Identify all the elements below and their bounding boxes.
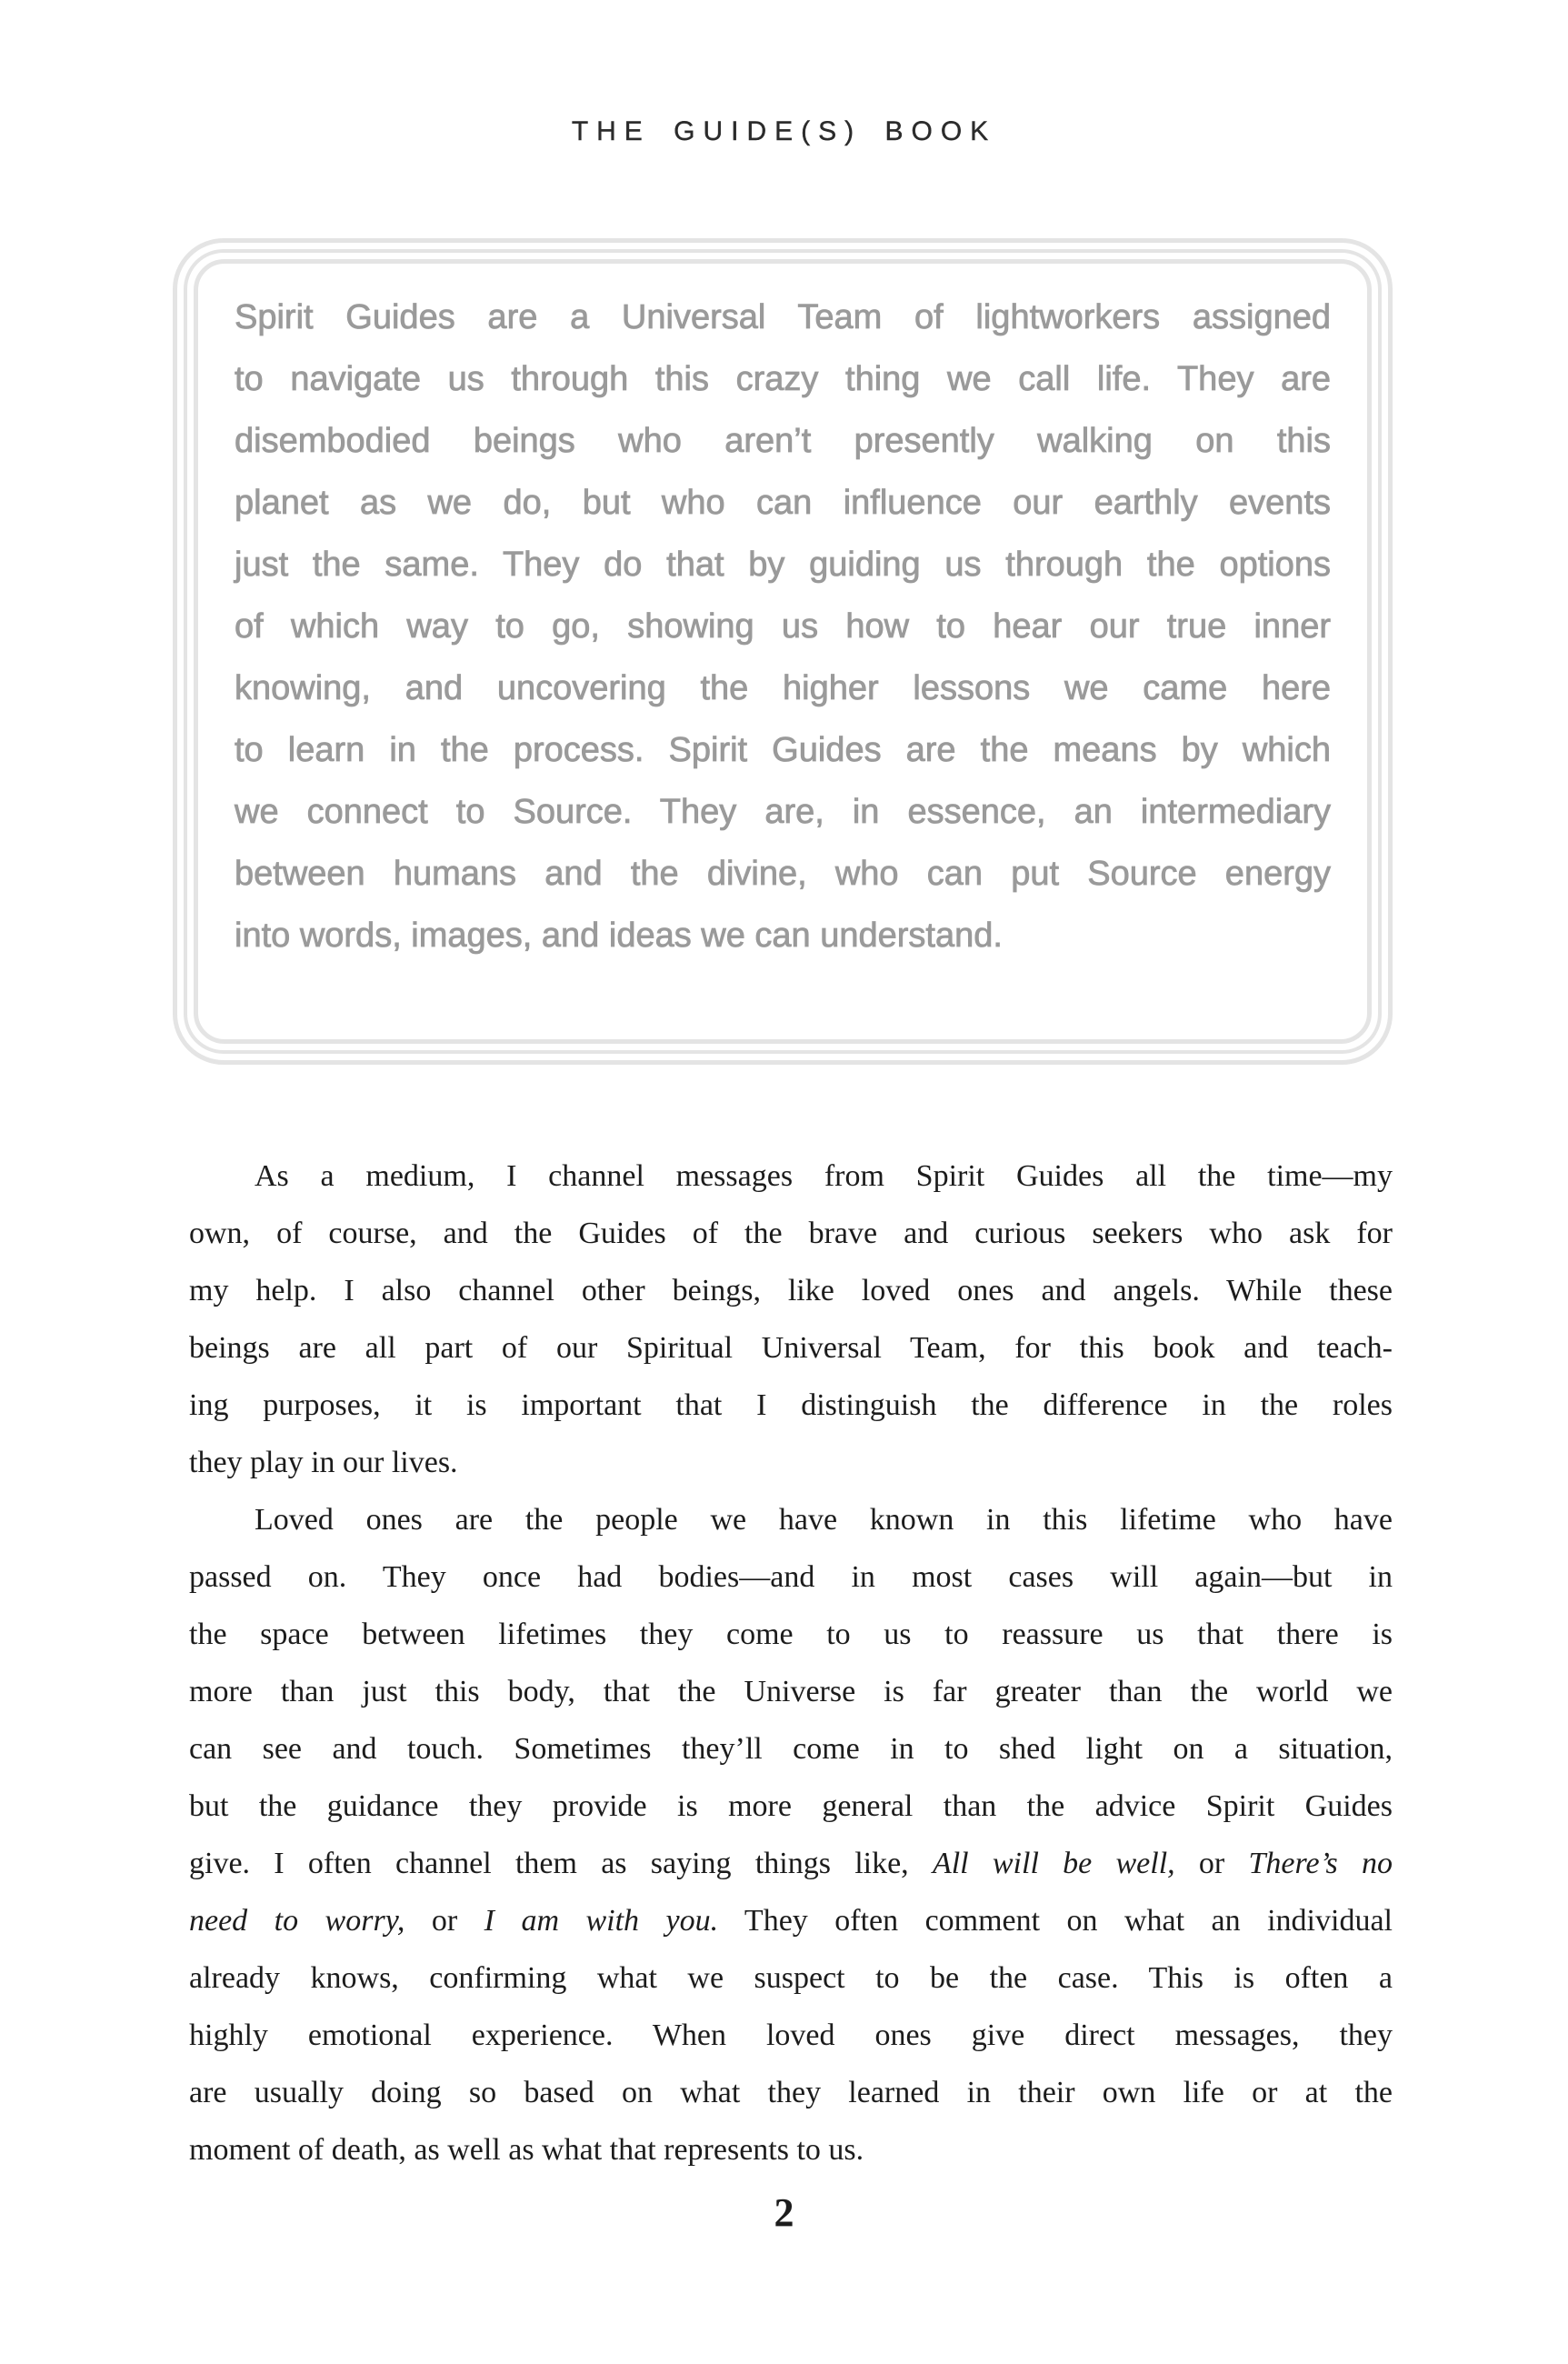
text-segment: moment of death, as well as what that represents to us. <box>189 2133 864 2167</box>
quote-line: of which way to go, showing us how to hear our true inner <box>235 607 1331 646</box>
text-segment: ing purposes, it is important that I distinguish the difference in the roles <box>189 1388 1393 1422</box>
text-segment: the space between lifetimes they come to us to reassure us that there is <box>189 1618 1393 1651</box>
text-line <box>189 1262 1393 1319</box>
italic-text-segment: All will be well, <box>932 1847 1175 1880</box>
text-line <box>189 1663 1393 1720</box>
text-line <box>189 1377 1393 1434</box>
text-segment: beings are all part of our Spiritual Universal Team, for this book and teach- <box>189 1331 1393 1365</box>
text-segment: or <box>404 1904 484 1938</box>
text-line <box>189 2007 1393 2064</box>
quote-line: disembodied beings who aren’t presently walking on this <box>235 422 1331 460</box>
quote-line: just the same. They do that by guiding us through the options <box>235 546 1331 584</box>
text-segment: they play in our lives. <box>189 1446 458 1479</box>
quote-line: between humans and the divine, who can put Source energy <box>235 855 1331 893</box>
quote-line: to navigate us through this crazy thing we call life. They are <box>235 360 1331 398</box>
text-line <box>189 1720 1393 1778</box>
quote-line: into words, images, and ideas we can understand. <box>235 917 1003 955</box>
quote-box-inner-border <box>194 259 1372 1044</box>
text-line <box>189 1606 1393 1663</box>
text-line <box>189 1319 1393 1377</box>
text-segment: but the guidance they provide is more general than the advice Spirit Guides <box>189 1789 1393 1823</box>
text-segment: highly emotional experience. When loved ones give direct messages, they <box>189 2018 1393 2052</box>
text-line <box>189 1434 1393 1491</box>
quote-line: Spirit Guides are a Universal Team of lightworkers assigned <box>235 298 1331 336</box>
text-line <box>189 1548 1393 1606</box>
text-segment: my help. I also channel other beings, like loved ones and angels. While these <box>189 1274 1393 1307</box>
quote-line: we connect to Source. They are, in essence, an intermediary <box>235 793 1331 831</box>
text-segment: passed on. They once had bodies—and in most cases will again—but in <box>189 1560 1393 1594</box>
text-line <box>189 2064 1393 2121</box>
body-text <box>189 1147 1393 2179</box>
text-line <box>189 1949 1393 2007</box>
running-header: THE GUIDE(S) BOOK <box>571 116 997 146</box>
quote-text <box>235 286 1331 967</box>
text-line <box>189 2121 1393 2179</box>
text-line <box>189 1491 1393 1548</box>
quote-line: knowing, and uncovering the higher lessons we came here <box>235 669 1331 707</box>
text-segment: more than just this body, that the Universe is far greater than the world we <box>189 1675 1393 1708</box>
text-segment: can see and touch. Sometimes they’ll come in to shed light on a situation, <box>189 1732 1393 1766</box>
text-segment: own, of course, and the Guides of the brave and curious seekers who ask for <box>189 1217 1393 1250</box>
text-line <box>189 1147 1393 1205</box>
text-segment: Loved ones are the people we have known in this lifetime who have <box>255 1503 1393 1537</box>
italic-text-segment: need to worry, <box>189 1904 405 1938</box>
text-segment: are usually doing so based on what they learned in their own life or at the <box>189 2076 1393 2109</box>
paragraph <box>189 1147 1393 1491</box>
text-segment: already knows, confirming what we suspect to be the case. This is often a <box>189 1961 1393 1995</box>
text-line <box>189 1205 1393 1262</box>
text-line <box>189 1778 1393 1835</box>
italic-text-segment: There’s no <box>1248 1847 1393 1880</box>
text-line <box>189 1892 1393 1949</box>
text-segment: or <box>1174 1847 1249 1880</box>
quote-box-middle-border <box>184 249 1382 1054</box>
text-segment: give. I often channel them as saying things like, <box>189 1847 933 1880</box>
text-segment: They often comment on what an individual <box>718 1904 1393 1938</box>
quote-line: planet as we do, but who can influence our earthly events <box>235 484 1331 522</box>
paragraph <box>189 1491 1393 2179</box>
text-segment: As a medium, I channel messages from Spirit Guides all the time—my <box>255 1159 1393 1193</box>
italic-text-segment: I am with you. <box>484 1904 719 1938</box>
quote-box <box>173 238 1393 1065</box>
quote-line: to learn in the process. Spirit Guides are the means by which <box>235 731 1331 769</box>
text-line <box>189 1835 1393 1892</box>
page-number: 2 <box>774 2190 794 2235</box>
